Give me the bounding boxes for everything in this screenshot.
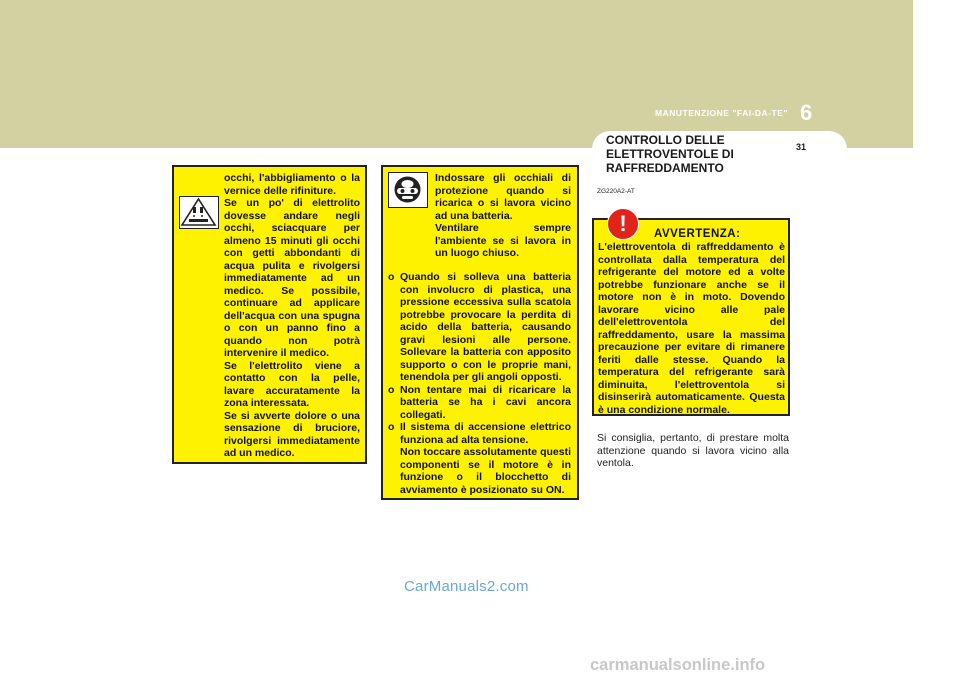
warning-title: AVVERTENZA: bbox=[654, 228, 741, 240]
paragraph: Se l'elettrolito viene a contatto con la pelle, lavare accuratamente la zona interessata. bbox=[224, 359, 360, 409]
battery-bullet-list bbox=[388, 271, 571, 496]
paragraph: Indossare gli occhiali di protezione quando si ricarica o si lavora vicino ad una batteria. bbox=[435, 172, 571, 222]
section-label: MANUTENZIONE "FAI-DA-TE" bbox=[655, 108, 788, 118]
body-paragraph: Si consiglia, pertanto, di prestare molta attenzione quando si lavora vicino alla ventola. bbox=[597, 432, 789, 469]
bullet-marker: o bbox=[388, 421, 395, 433]
list-item bbox=[388, 421, 571, 496]
paragraph: Se un po' di elettrolito dovesse andare negli occhi, sciacquare per almeno 15 minuti gli occhi con getti abbondanti di acqua pulita e rivolgersi immediatamente ad un medico. Se possibile, continuare ad applicare dell'acqua con una spugna o con un panno fino a quando non potrà intervenire il medico. bbox=[224, 197, 360, 359]
list-item-text: Quando si solleva una batteria con involucro di plastica, una pressione eccessiva sulla scatola potrebbe provocare la perdita di acido della batteria, causando gravi lesioni alle persone. Sollevare la batteria con apposito supporto o con le proprie mani, tenendola per gli angoli opposti. bbox=[400, 271, 571, 383]
page-number: 31 bbox=[796, 142, 807, 152]
bullet-marker: o bbox=[388, 383, 395, 396]
section-title: CONTROLLO DELLE ELETTROVENTOLE DI RAFFREDDAMENTO bbox=[606, 133, 734, 175]
document-code: ZG220A2-AT bbox=[597, 188, 635, 195]
fan-warning-box bbox=[592, 211, 790, 416]
list-item-text: Il sistema di accensione elettrico funziona ad alta tensione. bbox=[400, 421, 571, 446]
paragraph: Se si avverte dolore o una sensazione di bruciore, rivolgersi immediatamente ad un medico. bbox=[224, 409, 360, 459]
paragraph: Ventilare sempre l'ambiente se si lavora in un luogo chiuso. bbox=[435, 222, 571, 259]
safety-goggles-icon bbox=[388, 172, 428, 208]
electrolyte-warning-box bbox=[172, 165, 367, 464]
exclamation-warning-icon: ! bbox=[607, 208, 639, 240]
goggles-instructions bbox=[435, 172, 571, 260]
chapter-number: 6 bbox=[800, 100, 813, 125]
list-item bbox=[388, 271, 571, 384]
watermark-link[interactable]: CarManuals2.com bbox=[404, 578, 529, 595]
corrosive-hazard-icon bbox=[179, 196, 219, 229]
paragraph: occhi, l'abbigliamento o la vernice delle rifiniture. bbox=[224, 172, 360, 197]
header-band bbox=[0, 0, 913, 148]
warning-text: L'elettroventola di raffreddamento è controllata dalla temperatura del refrigerante del motore ed a volte potrebbe funzionare anche se il motore non è in moto. Dovendo lavorare vicino alle pale dell'elettroventola del raffreddamento, usare la massima precauzione per evitare di rimanere feriti dalle stesse. Quando la temperatura del refrigerante sarà diminuita, l'elettroventola si disinserirà automaticamente. Questa è una condizione normale. bbox=[598, 241, 785, 416]
footer-watermark: carmanualsonline.info bbox=[590, 656, 766, 674]
list-item bbox=[388, 384, 571, 422]
bullet-marker: o bbox=[388, 271, 395, 283]
list-item-note: Non toccare assolutamente questi componenti se il motore è in funzione o il blocchetto di avviamento è posizionato su ON. bbox=[400, 446, 571, 496]
list-item-text: Non tentare mai di ricaricare la batteria se ha i cavi ancora collegati. bbox=[400, 383, 571, 421]
electrolyte-warning-text bbox=[224, 172, 360, 460]
battery-safety-box bbox=[381, 165, 579, 500]
